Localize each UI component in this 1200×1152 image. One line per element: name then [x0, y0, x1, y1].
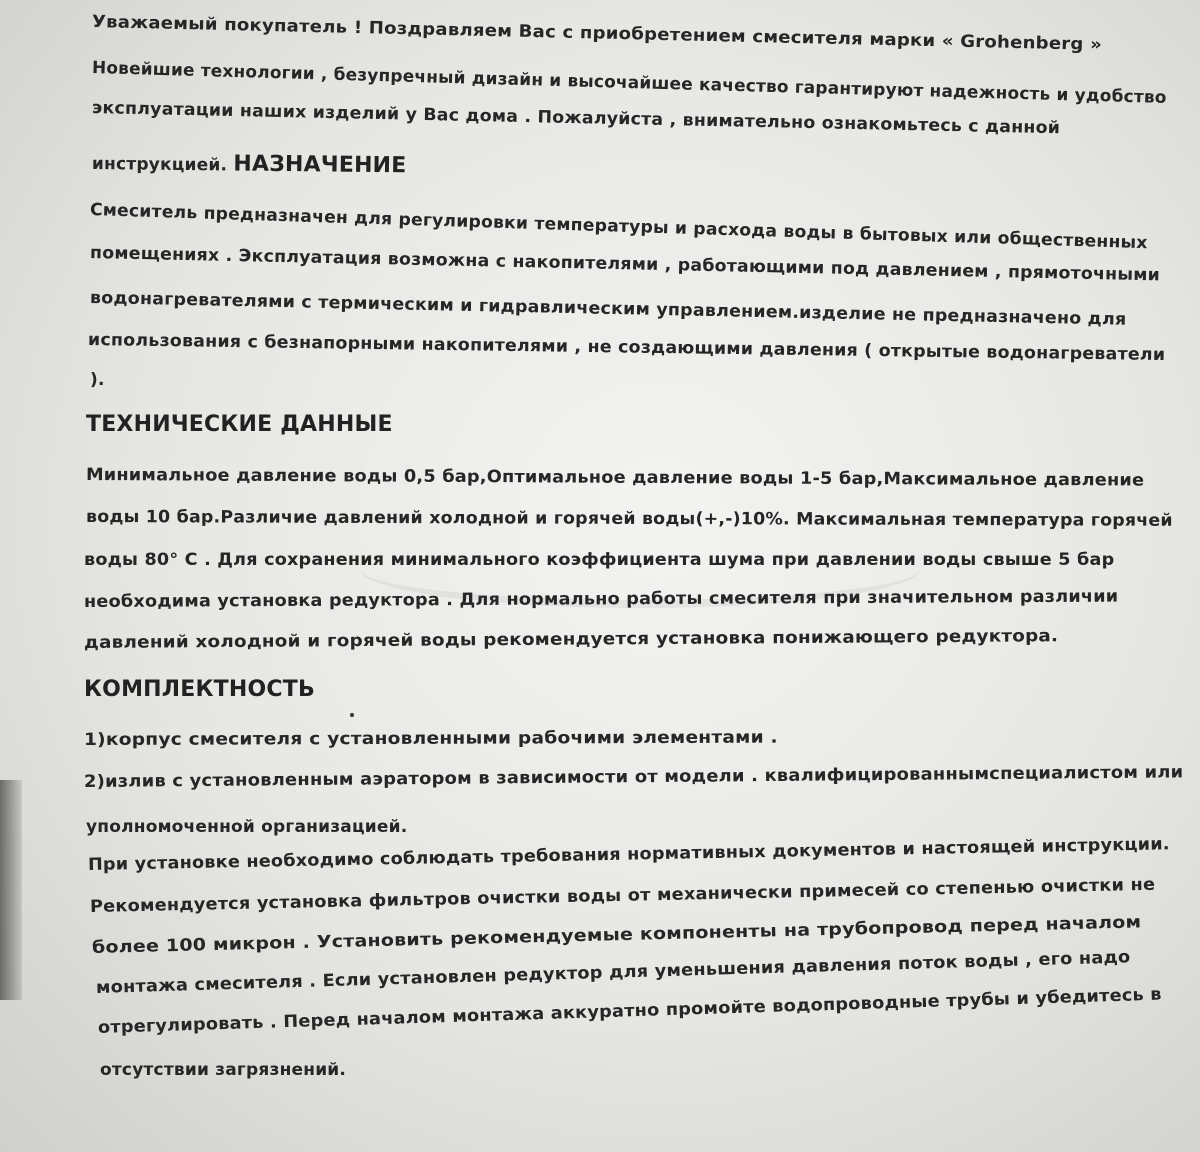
tech-line-1: Минимальное давление воды 0,5 бар,Оптимальное давление воды 1-5 бар,Максимальное давление: [85, 465, 1145, 491]
purpose-line-5: ).: [90, 370, 105, 390]
tech-line-3: воды 80° С . Для сохранения минимального коэффициента шума при давлении воды свыше 5 бар: [84, 550, 1115, 570]
paper-edge-shadow: [0, 780, 22, 1000]
purpose-line-3: водонагревателями с термическим и гидравлическим управлением.изделие не предназначено для: [89, 288, 1127, 330]
install-line-3: более 100 микрон . Установить рекомендуемые компоненты на трубопровод перед началом: [91, 912, 1142, 958]
contents-line-1: 1)корпус смесителя с установленными рабочими элементами .: [83, 727, 778, 750]
heading-contents: КОМПЛЕКТНОСТЬ: [84, 677, 315, 702]
intro-line-3: [92, 150, 407, 178]
intro-line-1: Новейшие технологии , безупречный дизайн и высочайшее качество гарантируют надежность и удобство: [91, 58, 1167, 109]
install-line-2: Рекомендуется установка фильтров очистки воды от механически примесей со степенью очистки не: [89, 874, 1156, 917]
ink-dot: [350, 713, 354, 717]
tech-line-4: необходима установка редуктора . Для нормально работы смесителя при значительном различии: [83, 586, 1119, 612]
tech-line-2: воды 10 бар.Различие давлений холодной и горячей воды(+,-)10%. Максимальная температура горячей: [85, 507, 1173, 531]
contents-line-2: 2)излив с установленным аэратором в зависимости от модели . квалифицированнымспециалистом или: [83, 762, 1184, 792]
install-line-1: При установке необходимо соблюдать требования нормативных документов и настоящей инструкции.: [87, 834, 1170, 875]
install-line-5: отрегулировать . Перед началом монтажа аккуратно промойте водопроводные трубы и убедитесь в: [97, 984, 1163, 1038]
purpose-line-2: помещениях . Эксплуатация возможна с накопителями , работающими под давлением , прямоточными: [89, 243, 1161, 286]
intro-line-2: эксплуатации наших изделий у Вас дома . Пожалуйста , внимательно ознакомьтесь с данной: [91, 98, 1061, 139]
greeting-line: Уважаемый покупатель ! Поздравляем Вас с приобретением смесителя марки « Grohenberg »: [91, 12, 1103, 55]
tech-line-5: давлений холодной и горячей воды рекомендуется установка понижающего редуктора.: [83, 626, 1059, 653]
purpose-line-4: использования с безнапорными накопителями , не создающими давления ( открытые водонагреватели: [87, 330, 1166, 366]
install-line-6: отсутствии загрязнений.: [100, 1060, 347, 1080]
intro-text-end: инструкцией.: [91, 154, 234, 176]
heading-purpose: НАЗНАЧЕНИЕ: [233, 151, 407, 179]
contents-line-3: уполномоченной организацией.: [86, 817, 408, 837]
purpose-line-1: Смеситель предназначен для регулировки температуры и расхода воды в бытовых или общественных: [89, 200, 1148, 254]
install-line-4: монтажа смесителя . Если установлен редуктор для уменьшения давления поток воды , его надо: [95, 947, 1131, 998]
heading-tech-data: ТЕХНИЧЕСКИЕ ДАННЫЕ: [86, 412, 393, 437]
